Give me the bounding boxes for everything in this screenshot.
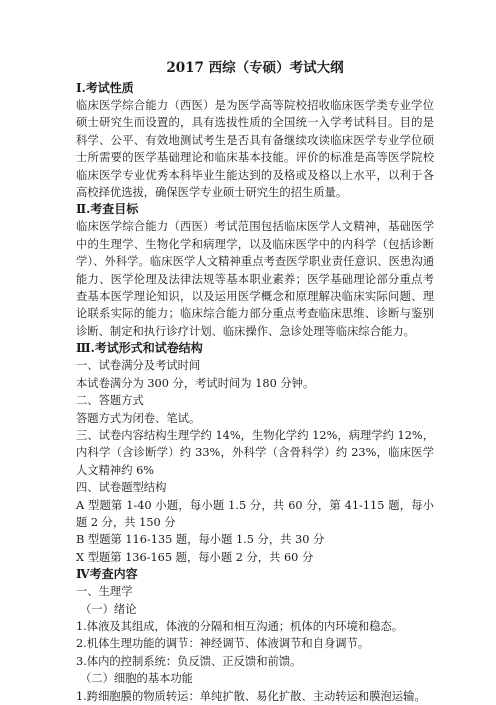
text-type-x: X 型题第 136-165 题，每小题 2 分，共 60 分 (76, 550, 314, 564)
section-heading-content: Ⅳ考查内容 (76, 567, 138, 582)
list-item: 2.机体生理功能的调节：神经调节、体液调节和自身调节。 (76, 637, 370, 651)
subheading-score-time: 一、试卷满分及考试时间 (76, 359, 201, 373)
section-paragraph-nature: 临床医学综合能力（西医）是为医学高等院校招收临床医学类专业学位硕士研究生而设置的，具有选拔性质的全国统一入学考试科目。目的是科学、公平、有效地测试考生是否具有备继续攻读临床医学专业学位硕士所需要的医学基础理论和临床基本技能。评价的标准是高等医学院校临床医学专业优秀本科毕业生能达到的及格或及格以上水平，以利于各高校择优选拔，确保医学专业硕士研究生的招生质量。 (76, 99, 434, 200)
section-heading-nature: Ⅰ.考试性质 (76, 81, 134, 95)
text-type-a: A 型题第 1-40 小题，每小题 1.5 分，共 60 分，第 41-115 题，每小题 2 分，共 150 分 (76, 498, 434, 529)
subheading-answer-method: 二、答题方式 (76, 394, 144, 408)
text-score-time: 本试卷满分为 300 分，考试时间为 180 分钟。 (76, 376, 315, 390)
text-answer-method: 答题方式为闭卷、笔试。 (76, 411, 201, 425)
subheading-question-types: 四、试卷题型结构 (76, 481, 167, 495)
list-item: 1.跨细胞膜的物质转运：单纯扩散、易化扩散、主动转运和膜泡运输。 (76, 689, 426, 703)
chapter-cell-functions: （二）细胞的基本功能 (80, 672, 193, 686)
list-item: 1.体液及其组成，体液的分隔和相互沟通；机体的内环境和稳态。 (76, 619, 404, 633)
text-type-b: B 型题第 116-135 题，每小题 1.5 分，共 30 分 (76, 533, 325, 547)
section-heading-objectives: Ⅱ.考查目标 (76, 202, 139, 217)
document-title: 2017 西综（专硕）考试大纲 (166, 60, 344, 76)
section-heading-format: Ⅲ.考试形式和试卷结构 (76, 341, 203, 356)
subheading-physiology: 一、生理学 (76, 585, 133, 599)
chapter-introduction: （一）绪论 (80, 602, 137, 616)
list-item: 3.体内的控制系统：负反馈、正反馈和前馈。 (76, 654, 302, 668)
text-content-structure: 三、试卷内容结构生理学约 14%，生物化学约 12%，病理学约 12%，内科学（含诊断学）约 33%，外科学（含骨科学）约 23%，临床医学人文精神约 6% (76, 428, 434, 477)
section-paragraph-objectives: 临床医学综合能力（西医）考试范围包括临床医学人文精神，基础医学中的生理学、生物化学和病理学，以及临床医学中的内科学（包括诊断学）、外科学。临床医学人文精神重点考查医学职业责任意识、医患沟通能力、医学伦理及法律法规等基本职业素养；医学基础理论部分重点考查基本医学理论知识，以及运用医学概念和原理解决临床实际问题、理论联系实际的能力；临床综合能力部分重点考查临床思维、诊断与鉴别诊断、制定和执行诊疗计划、临床操作、急诊处理等临床综合能力。 (76, 220, 434, 338)
